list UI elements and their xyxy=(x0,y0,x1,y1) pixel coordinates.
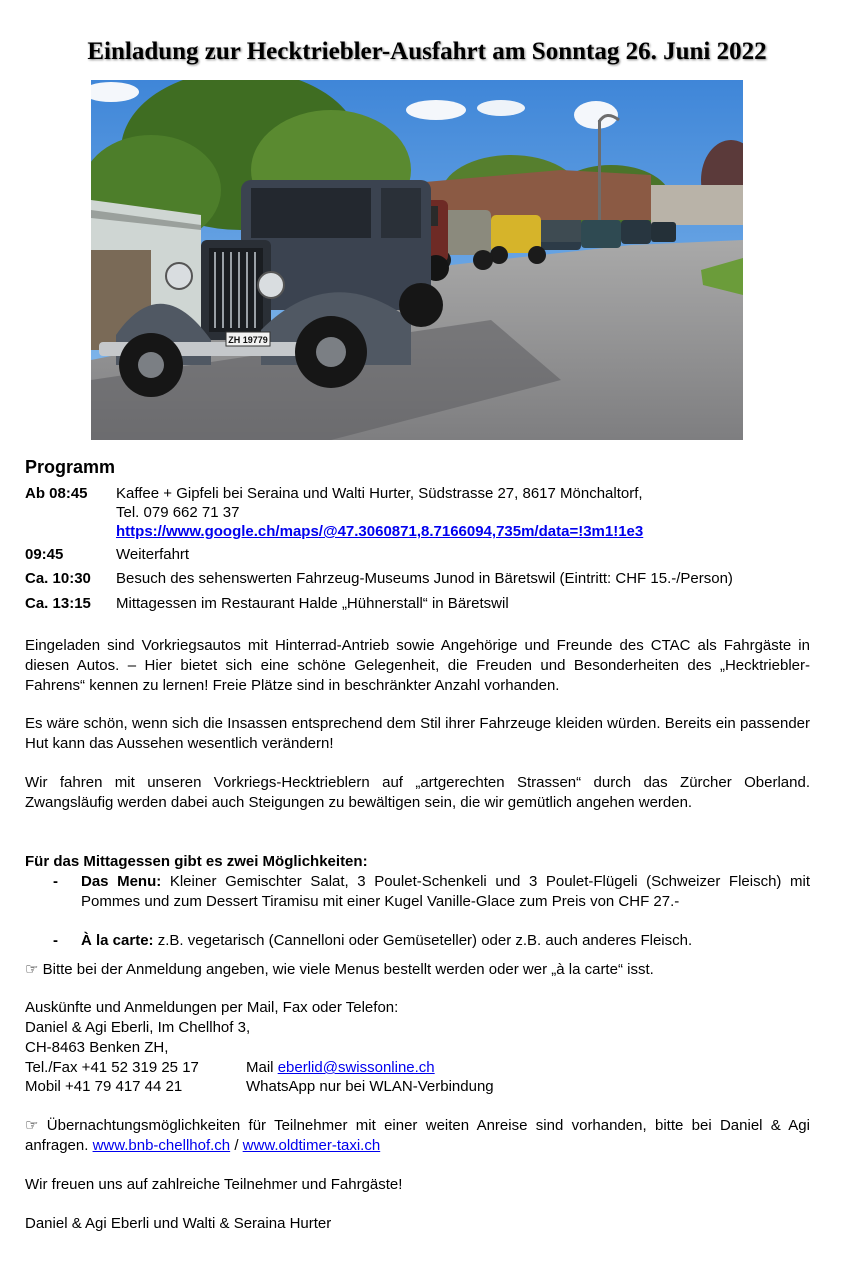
lunch-option-carte xyxy=(25,931,810,951)
program-text: Besuch des sehenswerten Fahrzeug-Museums Junod in Bäretswil (Eintritt: CHF 15.-/Person) xyxy=(116,570,733,587)
maps-link[interactable]: https://www.google.ch/maps/@47.3060871,8.7166094,735m/data=!3m1!1e3 xyxy=(116,523,644,540)
lunch-note: ☞ Bitte bei der Anmeldung angeben, wie viele Menus bestellt werden oder wer „à la carte“ isst. xyxy=(25,961,654,978)
program-item xyxy=(25,594,825,614)
invitation-paragraph: Eingeladen sind Vorkriegsautos mit Hinterrad-Antrieb sowie Angehörige und Freunde des CTAC als Fahrgäste in diesen Autos. – Hier bietet sich eine schöne Gelegenheit, die Freuden und Besonderheiten des „Hecktriebler-Fahrens“ kennen zu lernen! Freie Plätze sind in beschränkter Anzahl vorhanden. xyxy=(25,637,810,694)
program-text: Weiterfahrt xyxy=(116,546,190,563)
page-title: Einladung zur Hecktriebler-Ausfahrt am Sonntag 26. Juni 2022 xyxy=(87,38,767,65)
contact-mail-row xyxy=(246,1058,435,1078)
contact-mobile: Mobil +41 79 417 44 21 xyxy=(25,1078,183,1095)
overnight-text: ☞ Übernachtungsmöglichkeiten für Teilnehmer mit einer weiten Anreise sind vorhanden, bitte bei Daniel & Agi anfragen. xyxy=(25,1117,810,1154)
lunch-heading: Für das Mittagessen gibt es zwei Möglichkeiten: xyxy=(25,853,368,870)
contact-intro: Auskünfte und Anmeldungen per Mail, Fax oder Telefon: xyxy=(25,999,399,1016)
program-text: Kaffee + Gipfeli bei Seraina und Walti Hurter, Südstrasse 27, 8617 Mönchaltorf, xyxy=(116,485,643,502)
vintage-cars-photo xyxy=(91,80,743,440)
option-text: z.B. vegetarisch (Cannelloni oder Gemüseteller) oder z.B. auch anderes Fleisch. xyxy=(157,932,693,949)
program-time: Ca. 10:30 xyxy=(25,570,91,587)
program-item xyxy=(25,569,825,589)
program-text: Mittagessen im Restaurant Halde „Hühnerstall“ in Bäretswil xyxy=(116,595,509,612)
program-phone: Tel. 079 662 71 37 xyxy=(116,504,240,521)
program-item xyxy=(25,545,825,565)
lunch-option-menu xyxy=(25,872,810,932)
program-time: 09:45 xyxy=(25,546,64,563)
program-time: Ca. 13:15 xyxy=(25,595,91,612)
bnb-link[interactable]: www.bnb-chellhof.ch xyxy=(92,1137,231,1154)
contact-tel: Tel./Fax +41 52 319 25 17 xyxy=(25,1059,199,1076)
programm-heading: Programm xyxy=(25,457,116,477)
bullet-dash: - xyxy=(53,932,58,949)
signature: Daniel & Agi Eberli und Walti & Seraina Hurter xyxy=(25,1215,332,1232)
program-item xyxy=(25,484,825,544)
overnight-paragraph xyxy=(25,1116,810,1156)
contact-city: CH-8463 Benken ZH, xyxy=(25,1039,169,1056)
option-text: Kleiner Gemischter Salat, 3 Poulet-Schenkeli und 3 Poulet-Flügeli (Schweizer Fleisch) mit Pommes und zum Dessert Tiramisu mit einer Kugel Vanille-Glace zum Preis von CHF 27.- xyxy=(81,873,810,910)
bullet-dash: - xyxy=(53,873,58,890)
program-time: Ab 08:45 xyxy=(25,485,88,502)
route-paragraph: Wir fahren mit unseren Vorkriegs-Hecktrieblern auf „artgerechten Strassen“ durch das Zürcher Oberland. Zwangsläufig werden dabei auch Steigungen zu bewältigen sein, die wir gemütlich angehen werden. xyxy=(25,774,810,811)
oldtimer-taxi-link[interactable]: www.oldtimer-taxi.ch xyxy=(242,1137,381,1154)
option-label: À la carte: xyxy=(81,932,154,949)
closing-text: Wir freuen uns auf zahlreiche Teilnehmer und Fahrgäste! xyxy=(25,1176,403,1193)
contact-whatsapp: WhatsApp nur bei WLAN-Verbindung xyxy=(246,1078,494,1095)
mail-label: Mail xyxy=(246,1059,274,1076)
dress-paragraph: Es wäre schön, wenn sich die Insassen entsprechend dem Stil ihrer Fahrzeuge kleiden würden. Bereits ein passender Hut kann das Aussehen wesentlich verändern! xyxy=(25,715,810,752)
option-label: Das Menu: xyxy=(81,873,162,890)
link-separator: / xyxy=(234,1137,239,1154)
license-plate: ZH 19779 xyxy=(228,335,268,345)
mail-link[interactable]: eberlid@swissonline.ch xyxy=(277,1059,435,1076)
contact-name: Daniel & Agi Eberli, Im Chellhof 3, xyxy=(25,1019,251,1036)
